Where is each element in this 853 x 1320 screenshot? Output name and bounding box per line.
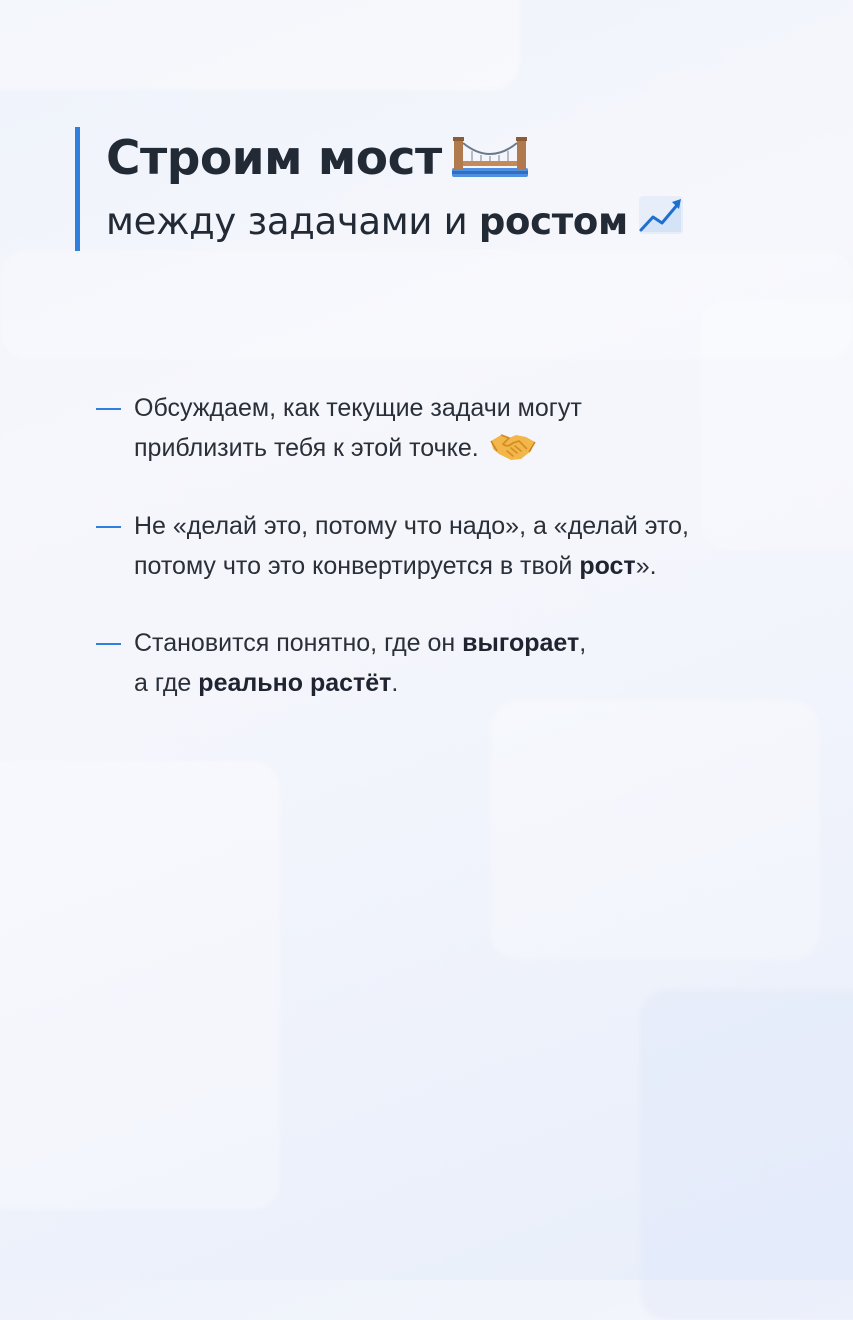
bullet-text: Становится понятно, где он bbox=[134, 629, 463, 658]
bullet-list bbox=[96, 388, 796, 740]
bullet-bold-text: рост bbox=[579, 552, 636, 581]
title-line2-text: между задачами и bbox=[106, 199, 479, 243]
title-block bbox=[75, 127, 684, 251]
bullet-line bbox=[134, 428, 796, 469]
bullet-text: . bbox=[391, 669, 399, 698]
bullet-line bbox=[134, 623, 796, 663]
title-line2-bold: ростом bbox=[478, 199, 628, 243]
bullet-bold-text: выгорает bbox=[462, 629, 580, 658]
bullet-bold-text: реально растёт bbox=[198, 669, 392, 698]
chart-increasing-icon bbox=[638, 195, 684, 251]
background-shape bbox=[0, 0, 520, 90]
bullet-text: а где bbox=[134, 669, 199, 698]
bullet-line: Обсуждаем, как текущие задачи могут bbox=[134, 394, 582, 422]
bullet-line bbox=[134, 546, 796, 586]
bullet-text: ». bbox=[635, 552, 657, 581]
bullet-text: , bbox=[579, 629, 587, 658]
title-text: Строим мост bbox=[106, 131, 442, 186]
list-item bbox=[96, 506, 796, 586]
list-item bbox=[96, 623, 796, 703]
dash-icon bbox=[96, 643, 121, 645]
dash-icon bbox=[96, 408, 121, 410]
bullet-text: приблизить тебя к этой точке. bbox=[134, 434, 479, 462]
list-item bbox=[96, 388, 796, 469]
title-line-1 bbox=[106, 127, 684, 194]
background-shape bbox=[0, 760, 280, 1210]
background-shape bbox=[640, 990, 853, 1320]
bullet-line: Не «делай это, потому что надо», а «делай это, bbox=[134, 512, 690, 541]
bullet-line bbox=[134, 663, 796, 703]
title-line-2 bbox=[106, 194, 684, 252]
bridge-icon bbox=[452, 130, 528, 194]
dash-icon bbox=[96, 526, 121, 528]
handshake-icon bbox=[489, 429, 537, 469]
bullet-text: потому что это конвертируется в твой bbox=[134, 552, 580, 581]
